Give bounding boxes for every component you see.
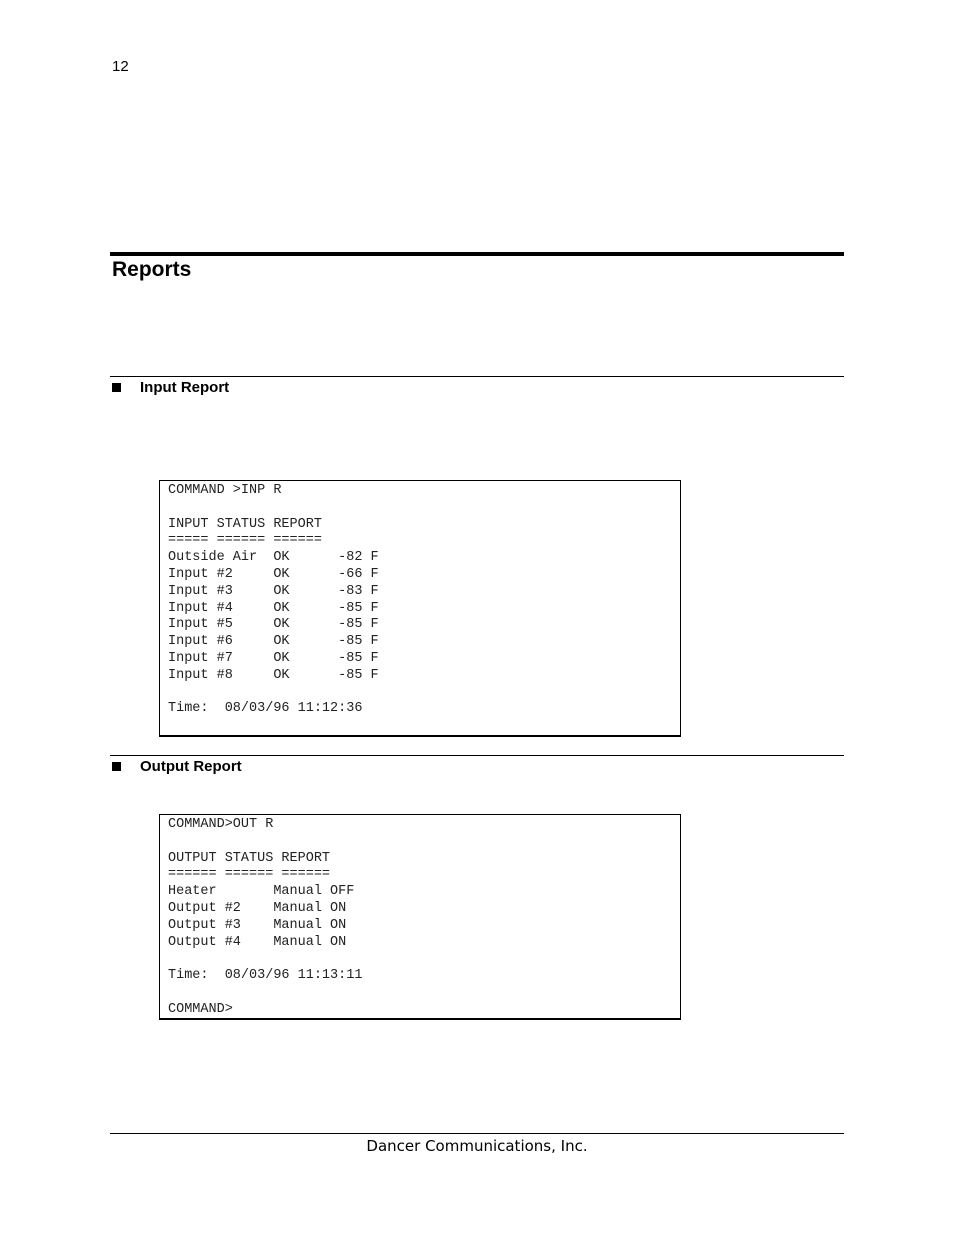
console-line: OUTPUT STATUS REPORT: [168, 850, 331, 866]
input-report-text: [168, 483, 672, 735]
console-line: Outside Air OK -82 F: [168, 550, 379, 566]
output-report-heading-text: Output Report: [140, 758, 242, 775]
console-line: Input #3 OK -83 F: [168, 583, 379, 599]
section-rule: [110, 252, 844, 256]
console-line: COMMAND>OUT R: [168, 817, 274, 832]
input-report-heading: [112, 379, 229, 396]
console-line: ====== ====== ======: [168, 867, 331, 883]
console-line: Input #6 OK -85 F: [168, 634, 379, 650]
console-line: Heater Manual OFF: [168, 884, 355, 900]
console-line: [168, 834, 672, 851]
square-bullet-icon: [112, 383, 121, 392]
console-line: Output #3 Manual ON: [168, 917, 347, 933]
console-line: Input #8 OK -85 F: [168, 667, 379, 683]
console-line: Time: 08/03/96 11:12:36: [168, 701, 363, 717]
console-line: ===== ====== ======: [168, 533, 322, 549]
console-line: COMMAND >INP R: [168, 483, 282, 498]
footer-rule: [110, 1133, 844, 1134]
output-report-rule: [110, 755, 844, 756]
console-line: COMMAND>: [168, 1001, 233, 1017]
console-line: [168, 951, 672, 968]
console-line: Input #7 OK -85 F: [168, 650, 379, 666]
console-line: [168, 685, 672, 702]
console-line: Output #4 Manual ON: [168, 934, 347, 950]
input-report-rule: [110, 376, 844, 377]
footer-company: Dancer Communications, Inc.: [366, 1137, 588, 1155]
section-title: Reports: [112, 258, 192, 281]
input-report-console: [159, 480, 681, 737]
console-line: [168, 985, 672, 1002]
input-report-heading-text: Input Report: [140, 379, 230, 396]
output-report-text: [168, 817, 672, 1019]
output-report-console: [159, 814, 681, 1020]
console-line: Input #4 OK -85 F: [168, 600, 379, 616]
console-line: Time: 08/03/96 11:13:11: [168, 968, 363, 984]
output-report-heading: [112, 758, 242, 775]
square-bullet-icon: [112, 762, 121, 771]
console-line: INPUT STATUS REPORT: [168, 516, 322, 532]
console-line: Input #2 OK -66 F: [168, 566, 379, 582]
page-number: 12: [112, 58, 129, 75]
console-line: Output #2 Manual ON: [168, 900, 347, 916]
console-line: Input #5 OK -85 F: [168, 617, 379, 633]
console-line: [168, 500, 672, 517]
console-line: [168, 718, 672, 735]
